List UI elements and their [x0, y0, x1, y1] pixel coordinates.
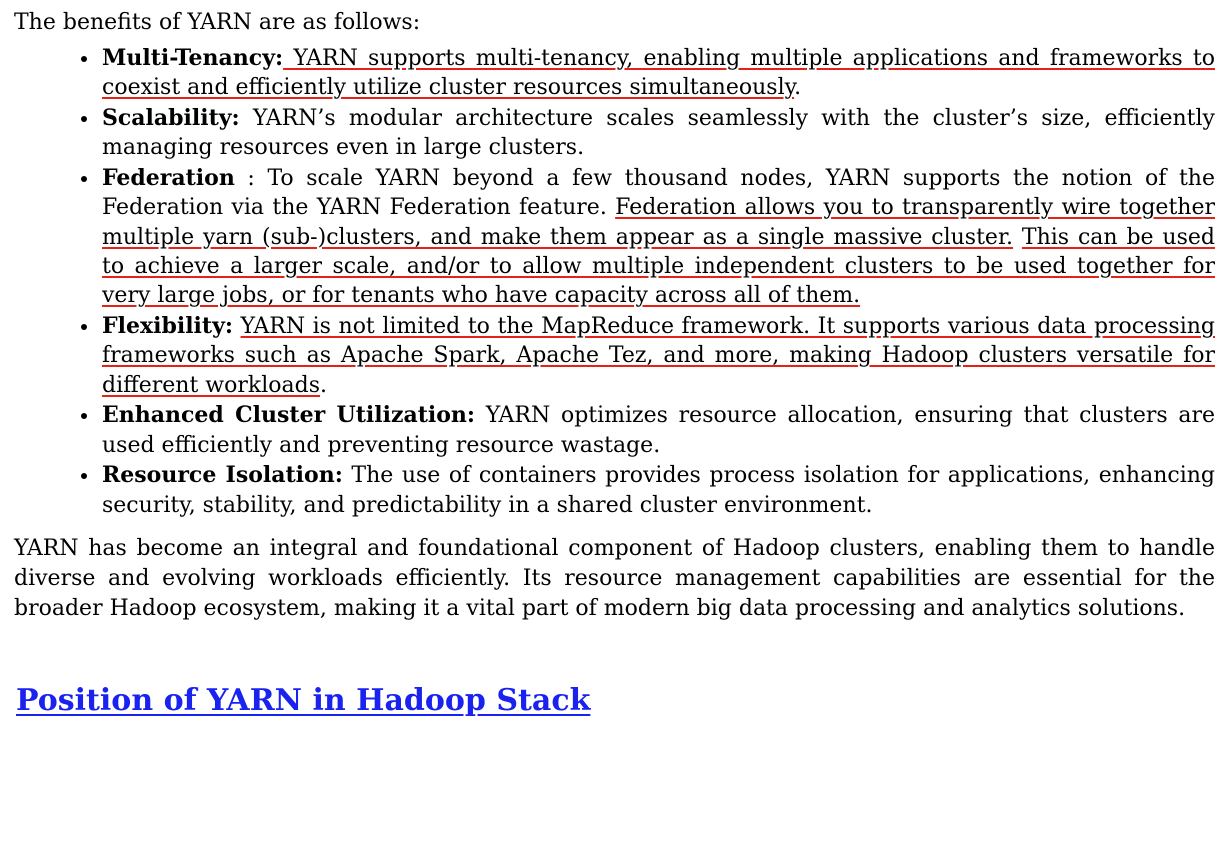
benefit-text: : To scale YARN beyond a few thousand nodes, YARN supports the notion of the Federation via the YARN Federation feature.	[102, 165, 1215, 221]
benefit-text	[1013, 225, 1022, 250]
benefit-highlighted-text: This can be used to achieve a larger scale, and/or to allow multiple independent clusters to be used together for very large jobs, or for tenants who have capacity across all of them.	[102, 224, 1215, 309]
list-item	[100, 461, 1215, 520]
intro-paragraph: The benefits of YARN are as follows:	[14, 10, 421, 35]
benefit-text: YARN’s modular architecture scales seamlessly with the cluster’s size, efficiently managing resources even in large clusters.	[102, 105, 1215, 161]
benefit-text: YARN optimizes resource allocation, ensuring that clusters are used efficiently and preventing resource wastage.	[102, 403, 1216, 458]
benefit-term: Enhanced Cluster Utilization:	[102, 402, 476, 429]
benefit-highlighted-text: YARN supports multi-tenancy, enabling multiple applications and frameworks to coexist and efficiently utilize cluster resources simultaneously	[102, 45, 1215, 101]
benefit-text: .	[794, 75, 802, 101]
closing-paragraph: YARN has become an integral and foundational component of Hadoop clusters, enabling them to handle diverse and evolving workloads efficiently. Its resource management capabilities are essential for the broader Hadoop ecosystem, making it a vital part of modern big data processing and analytics solutions.	[14, 536, 1215, 621]
benefit-term: Scalability:	[102, 104, 240, 131]
benefit-highlighted-text: YARN is not limited to the MapReduce framework. It supports various data processing frameworks such as Apache Spark, Apache Tez, and more, making Hadoop clusters versatile for different workloads	[102, 313, 1215, 398]
list-item	[100, 164, 1215, 311]
benefit-term: Federation	[102, 164, 235, 191]
benefit-term: Flexibility:	[102, 312, 233, 339]
benefit-text	[233, 314, 241, 339]
benefit-term: Resource Isolation:	[102, 462, 343, 489]
benefit-text: .	[320, 372, 328, 398]
list-item	[100, 401, 1215, 460]
benefit-text: The use of containers provides process isolation for applications, enhancing security, stability, and predictability in a shared cluster environment.	[102, 463, 1215, 518]
benefits-list	[14, 44, 1215, 521]
benefit-highlighted-text: Federation allows you to transparently wire together multiple yarn (sub-)clusters, and make them appear as a single massive cluster.	[102, 195, 1215, 250]
list-item	[100, 312, 1215, 400]
section-heading-position-of-yarn[interactable]: Position of YARN in Hadoop Stack	[16, 683, 591, 719]
list-item	[100, 104, 1215, 163]
list-item	[100, 44, 1215, 103]
benefit-term: Multi-Tenancy:	[102, 44, 284, 71]
